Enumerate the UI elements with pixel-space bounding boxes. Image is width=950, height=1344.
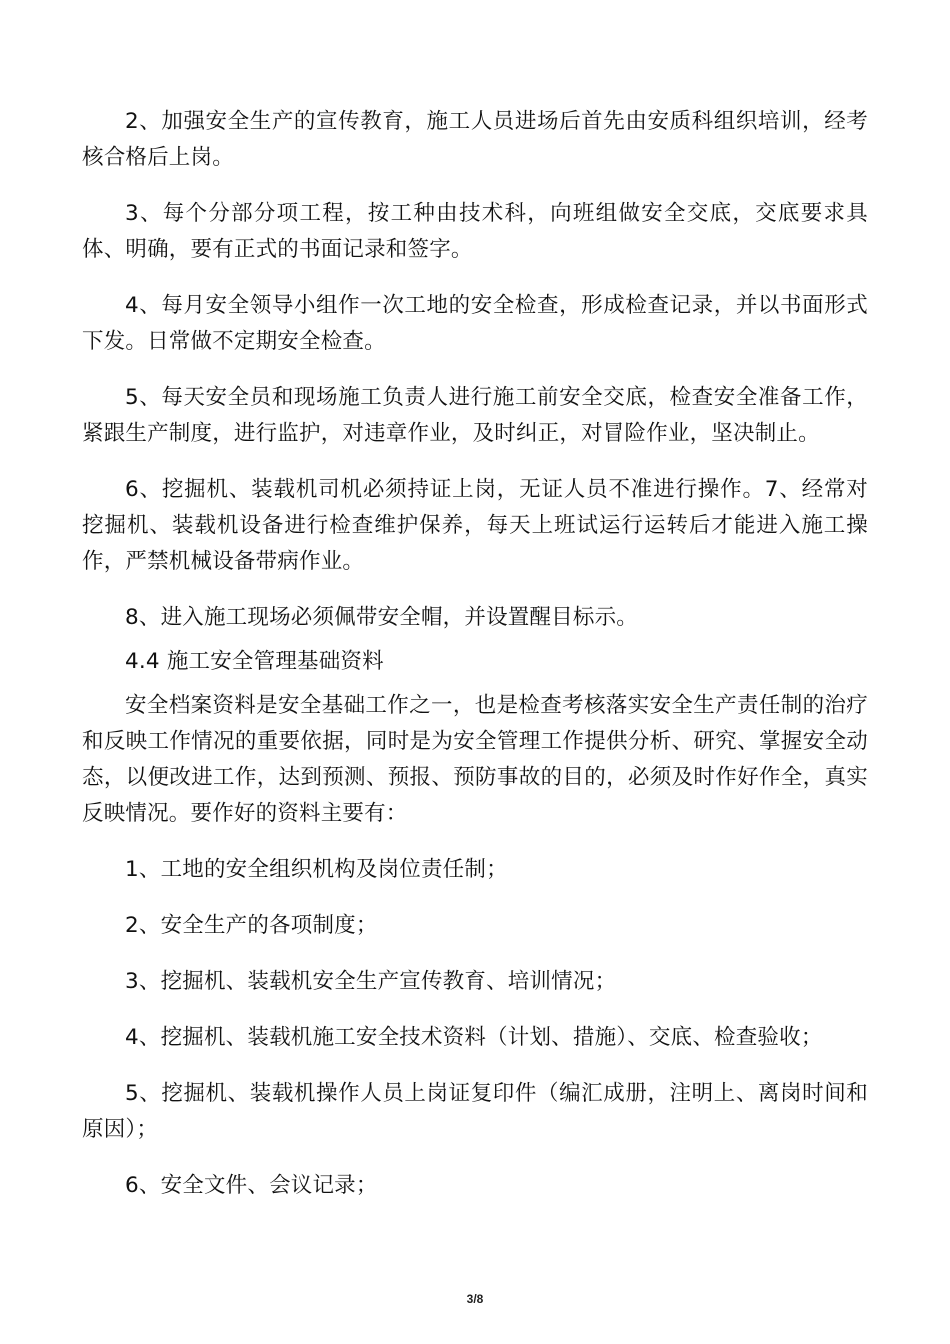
paragraph-item-4: 4、每月安全领导小组作一次工地的安全检查，形成检查记录，并以书面形式下发。日常做不定期安全检查。	[82, 293, 868, 354]
paragraph-item-5: 5、每天安全员和现场施工负责人进行施工前安全交底，检查安全准备工作，紧跟生产制度，进行监护，对违章作业，及时纠正，对冒险作业，坚决制止。	[82, 385, 868, 446]
list-item-2: 2、安全生产的各项制度；	[125, 913, 378, 938]
paragraph-item-2: 2、加强安全生产的宣传教育，施工人员进场后首先由安质科组织培训，经考核合格后上岗。	[82, 109, 868, 170]
paragraph-intro: 安全档案资料是安全基础工作之一，也是检查考核落实安全生产责任制的治疗和反映工作情况的重要依据，同时是为安全管理工作提供分析、研究、掌握安全动态，以便改进工作，达到预测、预报、预防事故的目的，必须及时作好作全，真实反映情况。要作好的资料主要有：	[82, 693, 868, 826]
list-item-3: 3、挖掘机、装载机安全生产宣传教育、培训情况；	[125, 969, 617, 994]
list-item-6: 6、安全文件、会议记录；	[125, 1173, 378, 1198]
paragraph-item-6-7: 6、挖掘机、装载机司机必须持证上岗，无证人员不准进行操作。7、经常对挖掘机、装载机设备进行检查维护保养，每天上班试运行运转后才能进入施工操作，严禁机械设备带病作业。	[82, 477, 868, 574]
section-heading: 4.4 施工安全管理基础资料	[125, 649, 384, 674]
page-number: 3/8	[466, 1292, 484, 1306]
list-item-4: 4、挖掘机、装载机施工安全技术资料（计划、措施）、交底、检查验收；	[125, 1025, 823, 1050]
document-body	[82, 104, 868, 1204]
paragraph-item-3: 3、每个分部分项工程，按工种由技术科，向班组做安全交底，交底要求具体、明确，要有正式的书面记录和签字。	[82, 201, 868, 262]
paragraph-item-8: 8、进入施工现场必须佩带安全帽，并设置醒目标示。	[125, 605, 638, 630]
list-item-1: 1、工地的安全组织机构及岗位责任制；	[125, 857, 508, 882]
list-item-5: 5、挖掘机、装载机操作人员上岗证复印件（编汇成册，注明上、离岗时间和原因）；	[82, 1081, 868, 1142]
